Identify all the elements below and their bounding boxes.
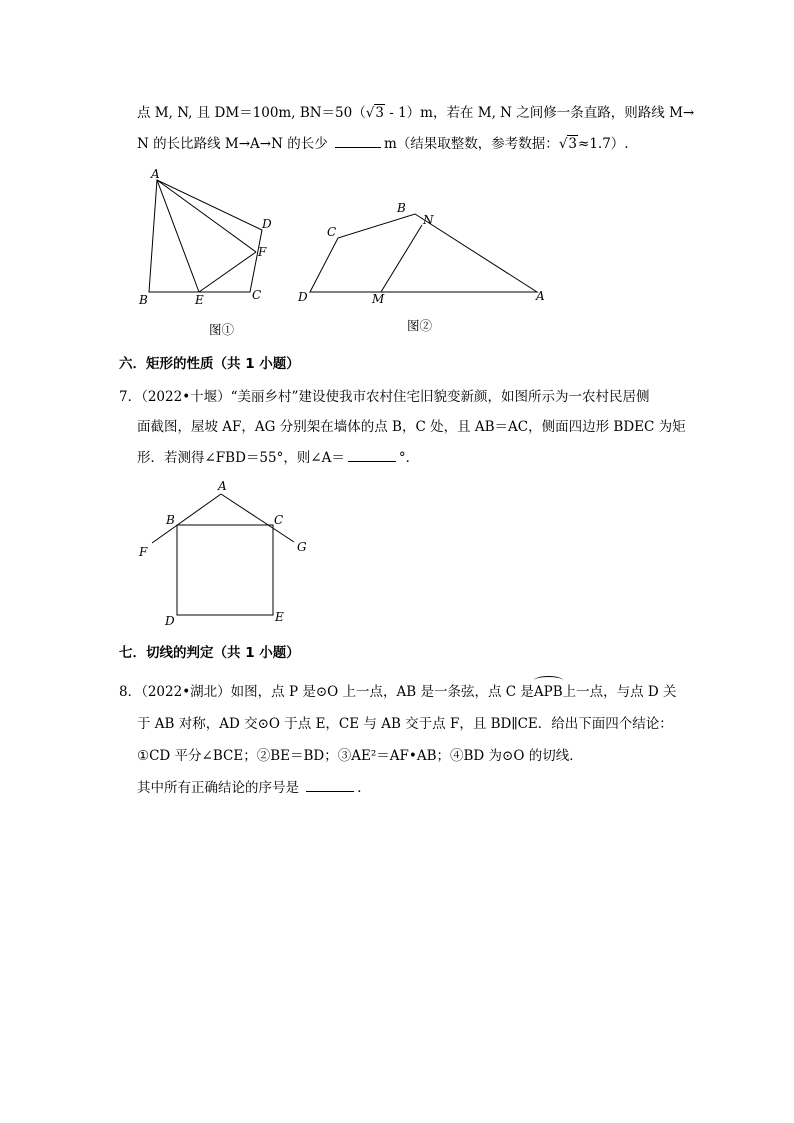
fig2-label-D: D	[298, 290, 308, 304]
section-6-heading: 六．矩形的性质（共 1 小题）	[119, 356, 300, 372]
problem7-line3-a: 形．若测得∠FBD＝55°，则∠A＝	[137, 450, 345, 466]
fig3-label-A: A	[218, 479, 227, 493]
fig1-label-D: D	[262, 217, 272, 231]
fig3-label-E: E	[275, 610, 284, 624]
fig2-label-M: M	[372, 292, 385, 306]
fig1-label-C: C	[252, 288, 262, 302]
problem8-line4-a: 其中所有正确结论的序号是	[137, 780, 304, 796]
fig1-label-E: E	[195, 293, 204, 307]
section-7-heading: 七．切线的判定（共 1 小题）	[119, 645, 300, 661]
problem8-line4	[137, 777, 371, 798]
fig3-label-D: D	[165, 614, 175, 628]
fig1-quad	[149, 180, 262, 292]
problem7-line1: 7．（2022•十堰）“美丽乡村”建设使我市农村住宅旧貌变新颜，如图所示为一农村民居侧	[119, 389, 650, 405]
problem6-line2-c: ≈1.7）.	[578, 136, 629, 152]
problem6-line1-b: - 1）m，若在 M, N 之间修一条直路，则路线 M→	[384, 105, 695, 121]
problem6-line1-a: 点 M, N, 且 DM＝100m, BN＝50（	[137, 105, 366, 121]
problem8-line1	[119, 682, 677, 702]
arc-APB: APB	[533, 684, 563, 700]
problem7-line3-b: °．	[398, 450, 420, 466]
fig1-label-F: F	[258, 245, 267, 259]
problem8-line1-b: 上一点，与点 D 关	[562, 684, 677, 700]
fig2-label-N: N	[423, 213, 434, 227]
fig1-EF	[199, 252, 256, 292]
sqrt-3-ref: √3	[558, 136, 578, 152]
problem8-line2: 于 AB 对称，AD 交⊙O 于点 E，CE 与 AB 交于点 F，且 BD∥CE．给出下面四个结论：	[137, 716, 673, 732]
problem7-line3	[137, 447, 419, 468]
fig3-rect-BDEC	[177, 525, 273, 615]
problem6-line2-a: N 的长比路线 M→A→N 的长少	[137, 136, 332, 152]
fig1-label-A: A	[151, 167, 160, 181]
problem7-line2: 面截图，屋坡 AF，AG 分别架在墙体的点 B，C 处，且 AB＝AC，侧面四边形 BDEC 为矩	[137, 419, 686, 435]
problem6-line2-b: m（结果取整数，参考数据：	[384, 136, 559, 152]
fig1-label-B: B	[139, 293, 148, 307]
problem8-line4-b: ．	[357, 780, 371, 796]
fig2-label-C: C	[327, 225, 337, 239]
fig2-label-A: A	[536, 289, 545, 303]
fig1-AF	[157, 180, 256, 252]
fig3-label-B: B	[166, 513, 175, 527]
fig3-label-F: F	[139, 545, 148, 559]
problem8-line1-a: 8．（2022•湖北）如图，点 P 是⊙O 上一点，AB 是一条弦，点 C 是	[119, 684, 534, 700]
answer-blank-8[interactable]	[306, 777, 354, 792]
fig1-caption: 图①	[209, 322, 235, 337]
sqrt-3: √3	[365, 105, 384, 121]
fig3-AF	[152, 494, 221, 543]
fig2-caption: 图②	[407, 318, 433, 333]
fig3-label-G: G	[297, 540, 307, 554]
fig2-label-B: B	[397, 201, 406, 215]
fig2-MN	[381, 225, 422, 292]
answer-blank-7[interactable]	[348, 447, 396, 462]
fig3-label-C: C	[274, 513, 284, 527]
problem8-line3: ①CD 平分∠BCE；②BE＝BD；③AE²＝AF•AB；④BD 为⊙O 的切线．	[137, 748, 583, 764]
